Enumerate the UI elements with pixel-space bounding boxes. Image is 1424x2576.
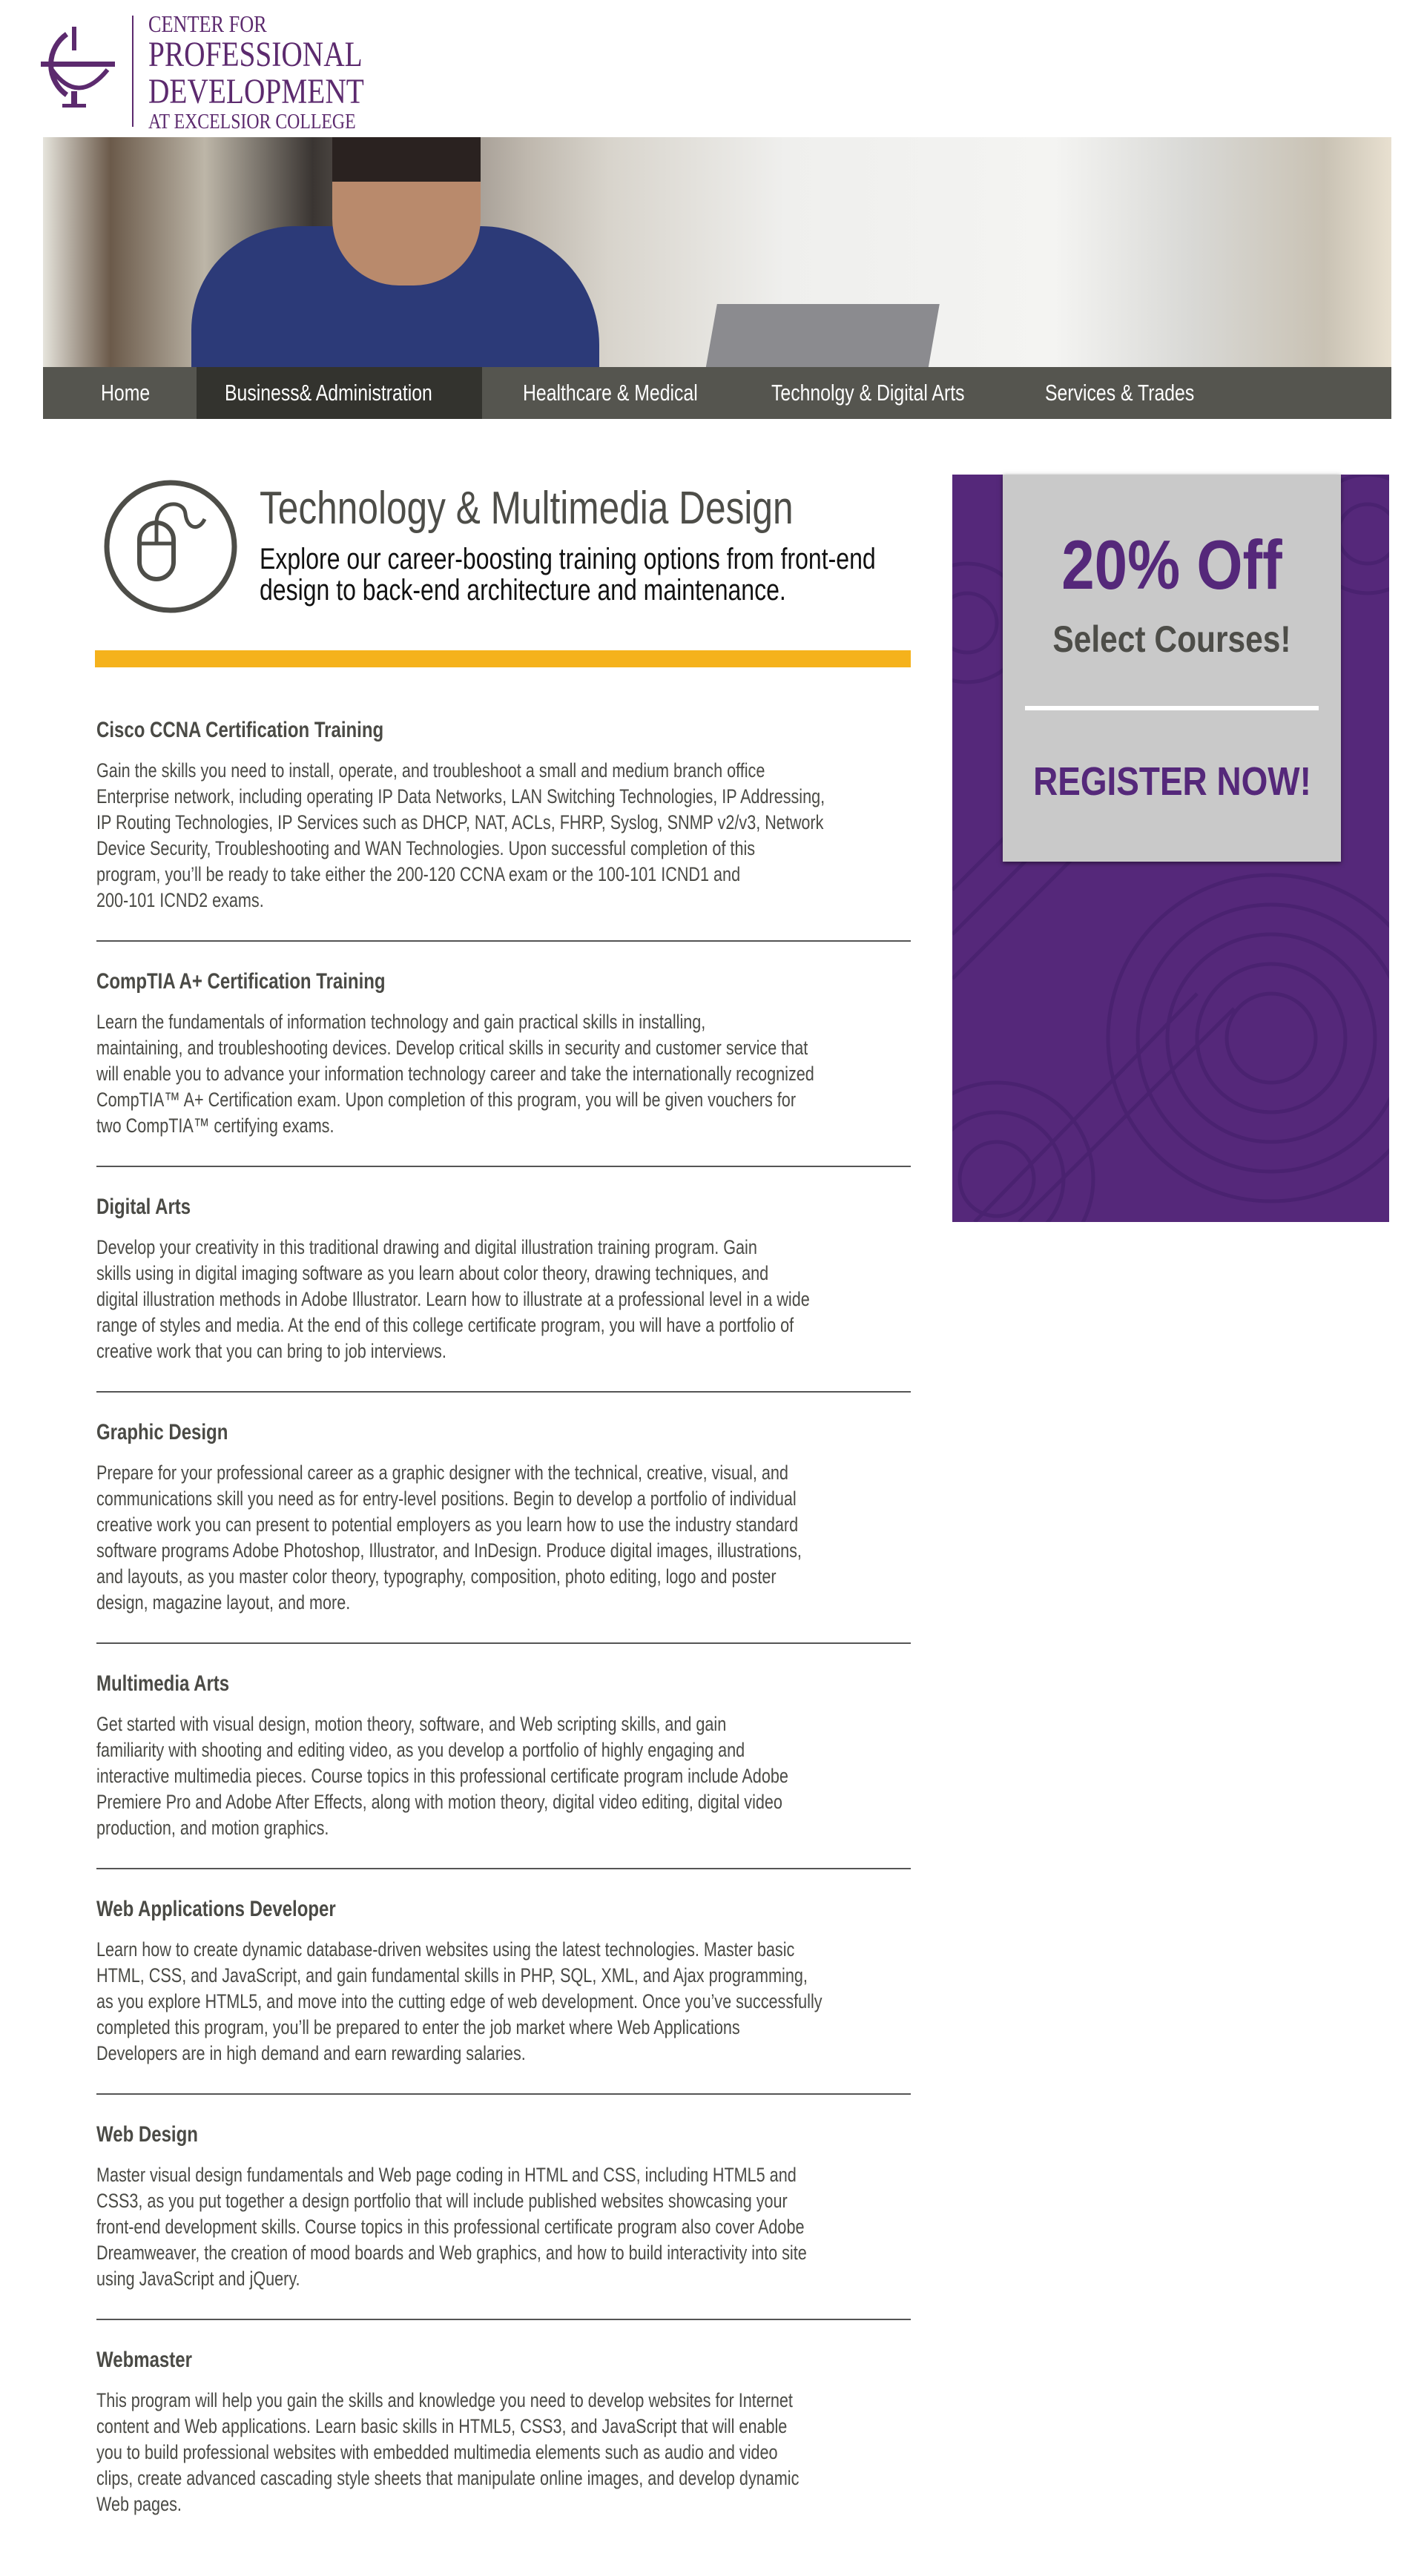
description-line: Enterprise network, including operating IP Data Networks, LAN Switching Technologies, IP Addressing, [96,785,825,808]
description-line: familiarity with shooting and editing video, as you develop a portfolio of highly engaging and [96,1739,745,1761]
course-description [96,1460,912,1616]
course-title[interactable]: Webmaster [96,2348,192,2372]
person-head [332,137,481,285]
course-list [96,716,912,2517]
section-divider [96,1868,911,1869]
description-line: design, magazine layout, and more. [96,1591,351,1614]
logo-line1: CENTER FOR [148,10,267,37]
description-line: interactive multimedia pieces. Course topics in this professional certificate program include Adobe [96,1765,788,1787]
accent-bar [95,650,911,667]
course-section [96,1669,912,1869]
logo-line3: DEVELOPMENT [148,72,364,111]
page-title: Technology & Multimedia Design [260,483,794,534]
section-divider [96,1642,911,1644]
promo-card[interactable] [1003,475,1341,862]
promo-subtitle: Select Courses! [1052,618,1291,660]
course-description [96,1235,912,1364]
course-description [96,1009,912,1139]
description-line: communications skill you need as for entry-level positions. Begin to develop a portfolio of individual [96,1487,797,1510]
description-line: content and Web applications. Learn basic skills in HTML5, CSS3, and JavaScript that will enable [96,2415,788,2437]
course-description [96,2388,912,2517]
promo-divider [1025,706,1319,710]
logo-line2: PROFESSIONAL [148,35,363,74]
description-line: Learn how to create dynamic database-driven websites using the latest technologies. Master basic [96,1938,795,1961]
course-title[interactable]: Web Applications Developer [96,1897,336,1921]
description-line: two CompTIA™ certifying exams. [96,1114,334,1137]
description-line: IP Routing Technologies, IP Services such as DHCP, NAT, ACLs, FHRP, Syslog, SNMP v2/v3, Network [96,811,824,833]
course-description [96,1937,912,2067]
main-nav [43,367,1391,419]
logo[interactable] [37,12,386,131]
description-line: 200-101 ICND2 exams. [96,889,264,911]
description-line: you to build professional websites with embedded multimedia elements such as audio and video [96,2441,778,2463]
course-section [96,1418,912,1644]
nav-home[interactable]: Home [101,380,151,406]
section-divider [96,2093,911,2095]
description-line: as you explore HTML5, and move into the cutting edge of web development. Once you’ve successfully [96,1990,823,2012]
description-line: Get started with visual design, motion theory, software, and Web scripting skills, and gain [96,1713,727,1735]
description-line: Developers are in high demand and earn rewarding salaries. [96,2042,526,2064]
description-line: This program will help you gain the skills and knowledge you need to develop websites for Internet [96,2389,793,2411]
register-now-button[interactable]: REGISTER NOW! [1032,759,1311,804]
description-line: Gain the skills you need to install, operate, and troubleshoot a small and medium branch office [96,759,765,782]
logo-divider [132,16,134,127]
course-title[interactable]: Digital Arts [96,1195,191,1219]
course-section [96,967,912,1167]
description-line: completed this program, you’ll be prepared to enter the job market where Web Applications [96,2016,740,2038]
description-line: Device Security, Troubleshooting and WAN Technologies. Upon successful completion of this [96,837,756,859]
course-description [96,2162,912,2292]
course-title[interactable]: Graphic Design [96,1420,228,1444]
section-divider [96,1166,911,1167]
course-section [96,1192,912,1393]
promo-discount: 20% Off [1061,526,1282,604]
description-line: skills using in digital imaging software as you learn about color theory, drawing techniques, and [96,1262,769,1284]
nav-healthcare-medical[interactable]: Healthcare & Medical [523,380,698,406]
course-section [96,2120,912,2320]
nav-business-administration[interactable]: Business& Administration [197,367,482,419]
section-divider [96,940,911,942]
description-line: Premiere Pro and Adobe After Effects, along with motion theory, digital video editing, digital video [96,1791,782,1813]
computer-mouse-icon [102,478,239,615]
description-line: production, and motion graphics. [96,1817,329,1839]
description-line: range of styles and media. At the end of this college certificate program, you will have a portfolio of [96,1314,794,1336]
hero-banner-image [43,137,1391,367]
logo-emblem-icon [37,21,122,117]
section-divider [96,1391,911,1393]
course-description [96,758,912,914]
description-line: Web pages. [96,2493,182,2515]
description-line: program, you’ll be ready to take either the 200-120 CCNA exam or the 100-101 ICND1 and [96,863,741,885]
page-subtitle: Explore our career-boosting training options from front-end design to back-end architecture and maintenance. [260,543,876,607]
course-title[interactable]: Cisco CCNA Certification Training [96,718,384,742]
course-description [96,1711,912,1841]
course-title[interactable]: CompTIA A+ Certification Training [96,969,386,994]
description-line: Dreamweaver, the creation of mood boards and Web graphics, and how to build interactivity into site [96,2242,807,2264]
description-line: and layouts, as you master color theory, typography, composition, photo editing, logo and poster [96,1565,777,1588]
course-section [96,716,912,942]
description-line: HTML, CSS, and JavaScript, and gain fundamental skills in PHP, SQL, XML, and Ajax programming, [96,1964,808,1987]
description-line: clips, create advanced cascading style sheets that manipulate online images, and develop dynamic [96,2467,800,2489]
description-line: maintaining, and troubleshooting devices. Develop critical skills in security and customer service that [96,1037,808,1059]
description-line: CompTIA™ A+ Certification exam. Upon completion of this program, you will be given vouchers for [96,1089,797,1111]
description-line: using JavaScript and jQuery. [96,2268,300,2290]
description-line: Master visual design fundamentals and Web page coding in HTML and CSS, including HTML5 and [96,2164,797,2186]
laptop [704,304,940,367]
description-line: digital illustration methods in Adobe Illustrator. Learn how to illustrate at a professional level in a wide [96,1288,810,1310]
description-line: front-end development skills. Course topics in this professional certificate program also cover Adobe [96,2216,805,2238]
course-section [96,2345,912,2517]
nav-technology-digital-arts[interactable]: Technolgy & Digital Arts [771,380,965,406]
nav-services-trades[interactable]: Services & Trades [1045,380,1195,406]
description-line: Prepare for your professional career as a graphic designer with the technical, creative, visual, and [96,1462,788,1484]
description-line: CSS3, as you put together a design portfolio that will include published websites showcasing your [96,2190,788,2212]
description-line: will enable you to advance your information technology career and take the internationally recognized [96,1063,814,1085]
course-title[interactable]: Web Design [96,2122,198,2147]
logo-line4: AT EXCELSIOR COLLEGE [148,110,356,133]
section-divider [96,2319,911,2320]
description-line: creative work you can present to potential employers as you learn how to use the industry standard [96,1513,799,1536]
description-line: creative work that you can bring to job interviews. [96,1340,446,1362]
description-line: Develop your creativity in this traditional drawing and digital illustration training program. Gain [96,1236,757,1258]
course-section [96,1895,912,2095]
description-line: Learn the fundamentals of information technology and gain practical skills in installing, [96,1011,706,1033]
description-line: software programs Adobe Photoshop, Illustrator, and InDesign. Produce digital images, illustrations, [96,1539,802,1562]
course-title[interactable]: Multimedia Arts [96,1671,230,1696]
